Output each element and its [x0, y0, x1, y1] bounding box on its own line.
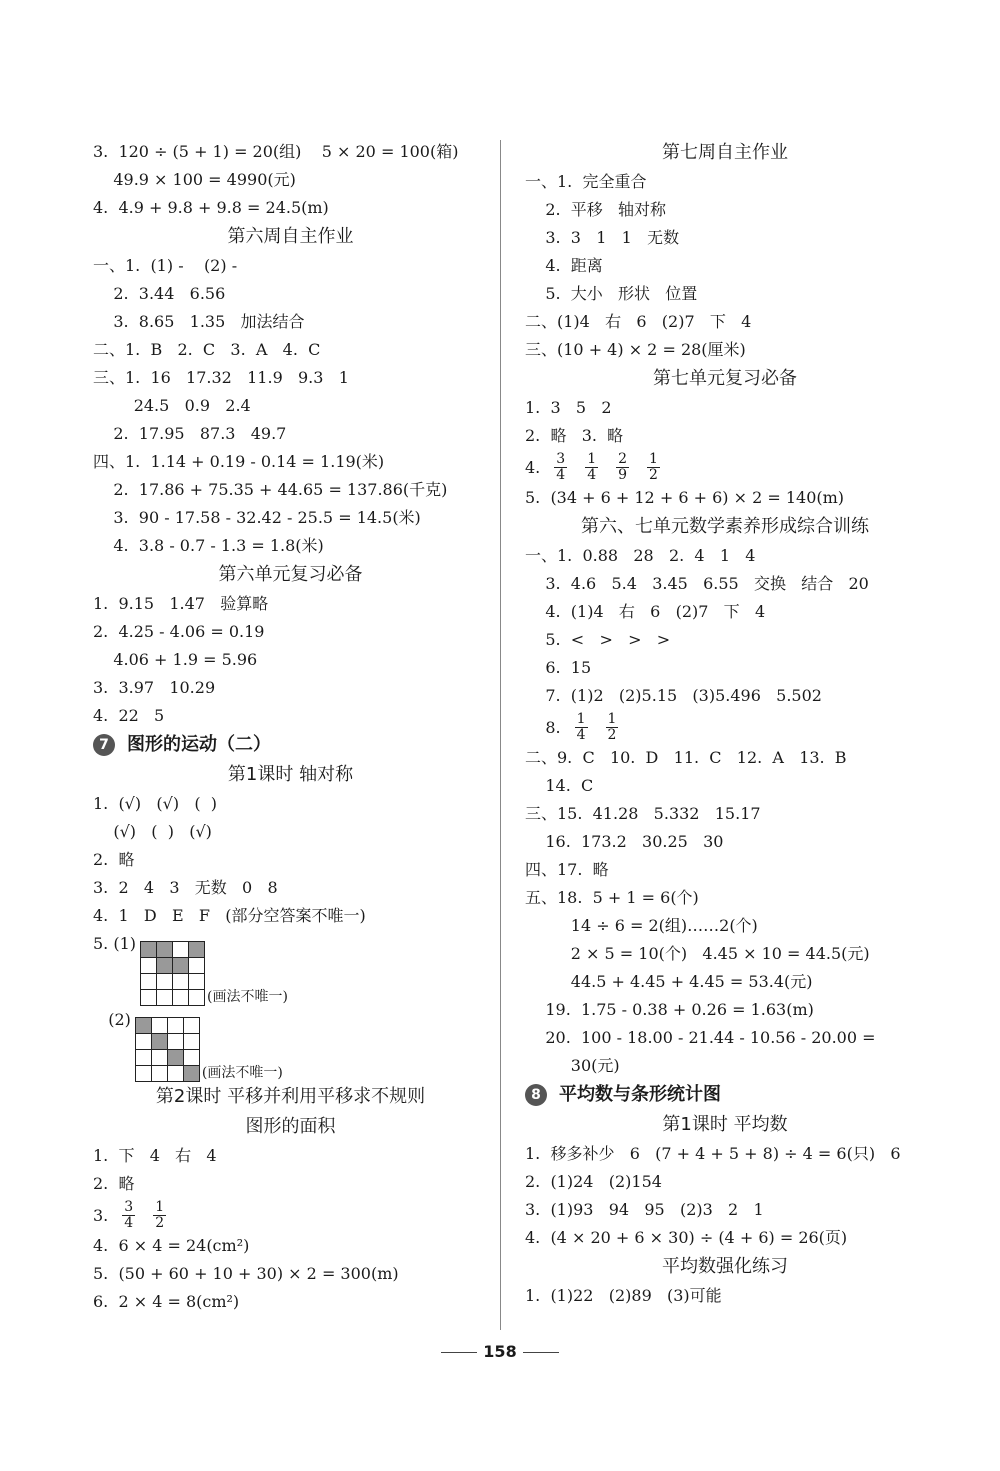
answer-line: 一、1. (1) - (2) -: [93, 256, 238, 275]
answer-line: 2. 17.95 87.3 49.7: [93, 424, 287, 443]
grid-cell: [184, 1034, 200, 1050]
answer-line: 2 × 5 = 10(个) 4.45 × 10 = 44.5(元): [525, 944, 870, 963]
answer-line: 44.5 + 4.45 + 4.45 = 53.4(元): [525, 972, 813, 991]
fraction-answer: [525, 450, 925, 484]
answer-line: 3. 120 ÷ (5 + 1) = 20(组) 5 × 20 = 100(箱): [93, 142, 459, 161]
answer-line: 1. (√) (√) ( ): [93, 794, 217, 813]
fraction: [647, 452, 660, 483]
grid-cell: [184, 1018, 200, 1034]
fraction-numerator: 1: [576, 710, 586, 727]
answer-line: 1. 移多补少 6 (7 + 4 + 5 + 8) ÷ 4 = 6(只) 6: [525, 1144, 901, 1163]
answer-line: 三、(10 + 4) × 2 = 28(厘米): [525, 340, 746, 359]
grid-cell: [168, 1018, 184, 1034]
answer-line: 5. < > > >: [525, 630, 671, 649]
fraction-denominator: 4: [556, 466, 566, 483]
fraction-denominator: 4: [124, 1214, 134, 1231]
answer-number: 4.: [525, 457, 541, 477]
grid-figure: [93, 930, 488, 1006]
grid-cell: [173, 974, 189, 990]
fraction-denominator: 4: [587, 466, 597, 483]
answer-line: 4. (4 × 20 + 6 × 30) ÷ (4 + 6) = 26(页): [525, 1228, 848, 1247]
lesson-title: 第2课时 平移并利用平移求不规则: [155, 1086, 426, 1107]
grid-cell: [152, 1050, 168, 1066]
lesson-title: 第1课时 轴对称: [227, 764, 354, 785]
fraction-denominator: 4: [576, 726, 586, 743]
fraction: [122, 1200, 135, 1231]
fraction-numerator: 1: [587, 450, 597, 467]
grid-label: (2): [93, 1010, 131, 1029]
grid-cell: [189, 958, 205, 974]
answer-line: 4. 距离: [525, 256, 603, 275]
answer-number: 8.: [525, 717, 561, 737]
fraction-numerator: 1: [155, 1198, 165, 1215]
section-title: 第七单元复习必备: [653, 368, 797, 389]
answer-line: 2. 4.25 - 4.06 = 0.19: [93, 622, 265, 641]
square-grid: [135, 1017, 200, 1082]
fraction-denominator: 9: [618, 466, 628, 483]
answer-line: 3. 3 1 1 无数: [525, 228, 680, 247]
grid-cell: [152, 1066, 168, 1082]
answer-line: 2. 略: [93, 850, 135, 869]
fraction-denominator: 2: [155, 1214, 165, 1231]
right-column: [525, 138, 925, 1310]
grid-cell-shaded: [184, 1066, 200, 1082]
grid-cell-shaded: [157, 942, 173, 958]
grid-cell: [157, 990, 173, 1006]
section-title: 平均数强化练习: [662, 1256, 788, 1277]
answer-line: 4. 22 5: [93, 706, 165, 725]
fraction: [153, 1200, 166, 1231]
fraction: [616, 452, 629, 483]
answer-line: 二、(1)4 右 6 (2)7 下 4: [525, 312, 752, 331]
answer-line: 1. 9.15 1.47 验算略: [93, 594, 269, 613]
answer-line: 5. (50 + 60 + 10 + 30) × 2 = 300(m): [93, 1264, 399, 1283]
section-title: 第六周自主作业: [227, 226, 354, 247]
grid-cell-shaded: [141, 942, 157, 958]
chapter-badge-icon: 8: [525, 1084, 547, 1106]
answer-line: 4. 3.8 - 0.7 - 1.3 = 1.8(米): [93, 536, 324, 555]
answer-line: 4. 4.9 + 9.8 + 9.8 = 24.5(m): [93, 198, 329, 217]
lesson-title: 图形的面积: [245, 1116, 336, 1137]
square-grid: [140, 941, 205, 1006]
grid-cell: [157, 974, 173, 990]
page-number: [0, 1342, 1000, 1361]
fraction: [554, 452, 567, 483]
grid-note: (画法不唯一): [207, 989, 288, 1005]
answer-line: 3. 4.6 5.4 3.45 6.55 交换 结合 20: [525, 574, 869, 593]
grid-cell: [136, 1066, 152, 1082]
answer-line: 3. 3.97 10.29: [93, 678, 216, 697]
chapter-badge-icon: 7: [93, 734, 115, 756]
fraction: [575, 712, 588, 743]
grid-cell: [184, 1050, 200, 1066]
chapter-heading: [525, 1080, 925, 1110]
answer-line: 四、17. 略: [525, 860, 609, 879]
grid-cell-shaded: [189, 942, 205, 958]
answer-line: 30(元): [525, 1056, 620, 1075]
answer-line: 5. (34 + 6 + 12 + 6 + 6) × 2 = 140(m): [525, 488, 845, 507]
fraction-denominator: 2: [649, 466, 658, 483]
grid-cell: [141, 974, 157, 990]
answer-line: 49.9 × 100 = 4990(元): [93, 170, 296, 189]
section-title: 第六单元复习必备: [218, 564, 363, 585]
grid-cell: [141, 990, 157, 1006]
answer-line: 19. 1.75 - 0.38 + 0.26 = 1.63(m): [525, 1000, 814, 1019]
fraction-answer: [93, 1198, 488, 1232]
grid-cell: [136, 1050, 152, 1066]
answer-line: 一、1. 完全重合: [525, 172, 647, 191]
answer-line: 4.06 + 1.9 = 5.96: [93, 650, 258, 669]
column-divider: [500, 140, 501, 1330]
answer-line: 4. 6 × 4 = 24(cm²): [93, 1236, 250, 1255]
answer-line: 2. 17.86 + 75.35 + 44.65 = 137.86(千克): [93, 480, 448, 499]
grid-note: (画法不唯一): [201, 1065, 283, 1081]
answer-line: 2. 略 3. 略: [525, 426, 624, 445]
page-number-rule-right: [523, 1352, 559, 1353]
left-column: [93, 138, 488, 1316]
grid-cell: [152, 1018, 168, 1034]
answer-line: 二、1. B 2. C 3. A 4. C: [93, 340, 321, 359]
answer-line: 16. 173.2 30.25 30: [525, 832, 724, 851]
lesson-title: 第1课时 平均数: [662, 1114, 788, 1135]
fraction-numerator: 2: [618, 450, 628, 467]
answer-line: 14. C: [525, 776, 594, 795]
answer-line: 1. 下 4 右 4: [93, 1146, 217, 1165]
answer-line: 5. 大小 形状 位置: [525, 284, 698, 303]
answer-line: 二、9. C 10. D 11. C 12. A 13. B: [525, 748, 847, 767]
grid-cell: [168, 1066, 184, 1082]
answer-line: 三、15. 41.28 5.332 15.17: [525, 804, 761, 823]
answer-line: 7. (1)2 (2)5.15 (3)5.496 5.502: [525, 686, 822, 705]
grid-cell: [189, 974, 205, 990]
grid-cell-shaded: [136, 1018, 152, 1034]
grid-cell: [136, 1034, 152, 1050]
answer-line: 2. 略: [93, 1174, 135, 1193]
answer-line: 三、1. 16 17.32 11.9 9.3 1: [93, 368, 349, 387]
grid-label: 5. (1): [93, 934, 137, 953]
answer-line: 2. 3.44 6.56: [93, 284, 226, 303]
answer-line: 4. 1 D E F (部分空答案不唯一): [93, 906, 366, 925]
grid-cell: [189, 990, 205, 1006]
answer-line: 2. (1)24 (2)154: [525, 1172, 662, 1191]
answer-line: 一、1. 0.88 28 2. 4 1 4: [525, 546, 756, 565]
answer-line: 24.5 0.9 2.4: [93, 396, 251, 415]
grid-figure: [93, 1006, 488, 1082]
answer-line: 14 ÷ 6 = 2(组)……2(个): [525, 916, 758, 935]
grid-cell-shaded: [173, 958, 189, 974]
fraction-numerator: 1: [649, 450, 658, 467]
answer-line: 五、18. 5 + 1 = 6(个): [525, 888, 699, 907]
answer-line: 四、1. 1.14 + 0.19 - 0.14 = 1.19(米): [93, 452, 385, 471]
fraction-numerator: 3: [124, 1198, 134, 1215]
section-title: 第六、七单元数学素养形成综合训练: [581, 516, 869, 537]
answer-line: (√) ( ) (√): [93, 822, 212, 841]
fraction-answer: [525, 710, 925, 744]
answer-line: 20. 100 - 18.00 - 21.44 - 10.56 - 20.00 =: [525, 1028, 876, 1047]
answer-line: 2. 平移 轴对称: [525, 200, 667, 219]
grid-cell-shaded: [152, 1034, 168, 1050]
answer-line: 3. (1)93 94 95 (2)3 2 1: [525, 1200, 764, 1219]
grid-cell-shaded: [157, 958, 173, 974]
answer-line: 3. 2 4 3 无数 0 8: [93, 878, 278, 897]
answer-line: 1. (1)22 (2)89 (3)可能: [525, 1286, 722, 1305]
grid-cell-shaded: [168, 1050, 184, 1066]
chapter-title: 图形的运动（二）: [127, 734, 271, 755]
fraction-numerator: 1: [607, 710, 617, 727]
answer-line: 1. 3 5 2: [525, 398, 612, 417]
fraction-denominator: 2: [607, 726, 617, 743]
answer-number: 3.: [93, 1205, 109, 1225]
fraction: [585, 452, 598, 483]
chapter-title: 平均数与条形统计图: [559, 1084, 721, 1105]
answer-line: 3. 90 - 17.58 - 32.42 - 25.5 = 14.5(米): [93, 508, 421, 527]
fraction-numerator: 3: [556, 450, 566, 467]
grid-cell: [173, 990, 189, 1006]
grid-cell: [168, 1034, 184, 1050]
answer-line: 6. 2 × 4 = 8(cm²): [93, 1292, 240, 1311]
answer-line: 4. (1)4 右 6 (2)7 下 4: [525, 602, 766, 621]
fraction: [606, 712, 619, 743]
grid-cell: [141, 958, 157, 974]
answer-line: 3. 8.65 1.35 加法结合: [93, 312, 305, 331]
page-number-rule-left: [441, 1352, 477, 1353]
page-number-text: 158: [483, 1342, 517, 1361]
section-title: 第七周自主作业: [662, 142, 788, 163]
grid-cell: [173, 942, 189, 958]
chapter-heading: [93, 730, 488, 760]
answer-line: 6. 15: [525, 658, 592, 677]
